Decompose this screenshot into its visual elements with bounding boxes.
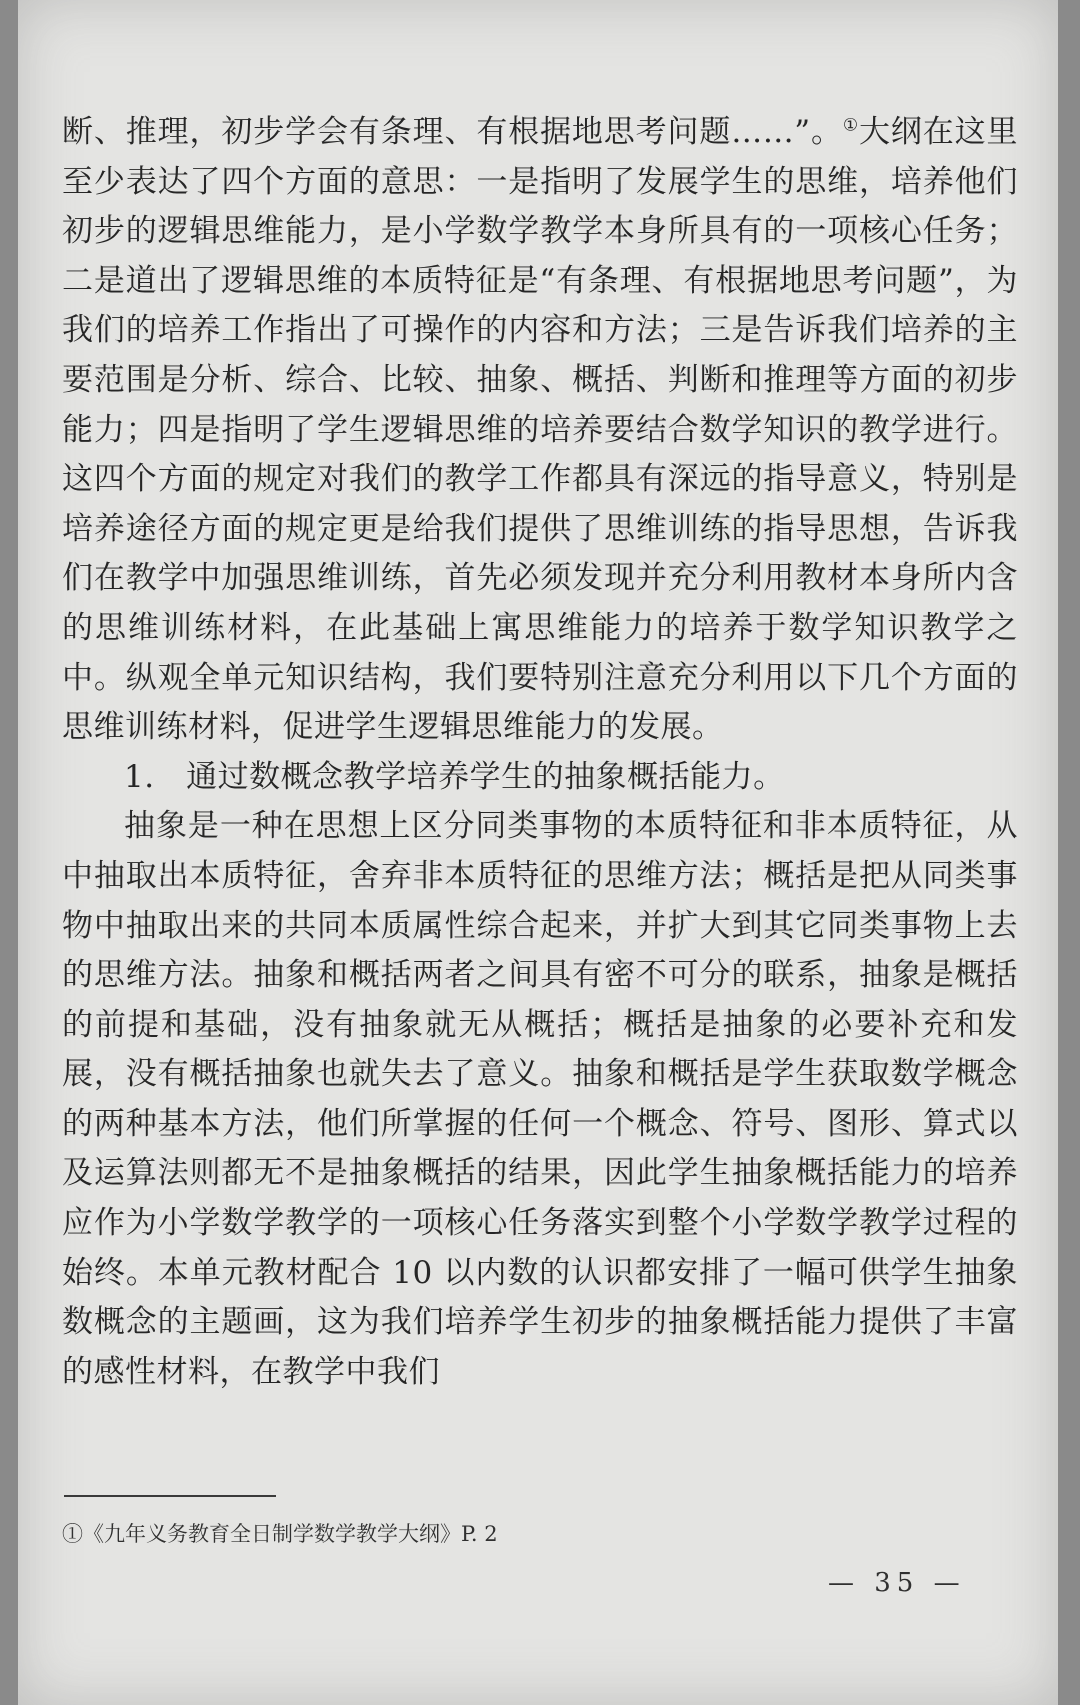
footnote-divider xyxy=(64,1495,276,1497)
page-number: — 35 — xyxy=(828,1568,966,1598)
body-text xyxy=(62,108,1018,1397)
footnote: ①《九年义务教育全日制学数学教学大纲》P. 2 xyxy=(62,1522,498,1546)
paragraph-continuation xyxy=(62,108,1018,753)
paragraph-continuation-text: 断、推理，初步学会有条理、有根据地思考问题……”。 xyxy=(62,114,843,150)
paragraph-continuation-rest: 大纲在这里至少表达了四个方面的意思：一是指明了发展学生的思维，培养他们初步的逻辑思维能力，是小学数学教学本身所具有的一项核心任务；二是道出了逻辑思维的本质特征是“有条理、有根据地思考问题”，为我们的培养工作指出了可操作的内容和方法；三是告诉我们培养的主要范围是分析、综合、比较、抽象、概括、判断和推理等方面的初步能力；四是指明了学生逻辑思维的培养要结合数学知识的教学进行。这四个方面的规定对我们的教学工作都具有深远的指导意义，特别是培养途径方面的规定更是给我们提供了思维训练的指导思想，告诉我们在教学中加强思维训练，首先必须发现并充分利用教材本身所内含的思维训练材料，在此基础上寓思维能力的培养于数学知识教学之中。纵观全单元知识结构，我们要特别注意充分利用以下几个方面的思维训练材料，促进学生逻辑思维能力的发展。 xyxy=(62,114,1018,746)
section-heading: 1. 通过数概念教学培养学生的抽象概括能力。 xyxy=(124,758,785,795)
footnote-reference: ① xyxy=(842,115,860,136)
document-page xyxy=(18,0,1058,1705)
paragraph-abstraction: 抽象是一种在思想上区分同类事物的本质特征和非本质特征，从中抽取出本质特征，舍弃非本质特征的思维方法；概括是把从同类事物中抽取出来的共同本质属性综合起来，并扩大到其它同类事物上去的思维方法。抽象和概括两者之间具有密不可分的联系，抽象是概括的前提和基础，没有抽象就无从概括；概括是抽象的必要补充和发展，没有概括抽象也就失去了意义。抽象和概括是学生获取数学概念的两种基本方法，他们所掌握的任何一个概念、符号、图形、算式以及运算法则都无不是抽象概括的结果，因此学生抽象概括能力的培养应作为小学数学教学的一项核心任务落实到整个小学数学教学过程的始终。本单元教材配合 10 以内数的认识都安排了一幅可供学生抽象数概念的主题画，这为我们培养学生初步的抽象概括能力提供了丰富的感性材料，在教学中我们 xyxy=(62,808,1018,1390)
